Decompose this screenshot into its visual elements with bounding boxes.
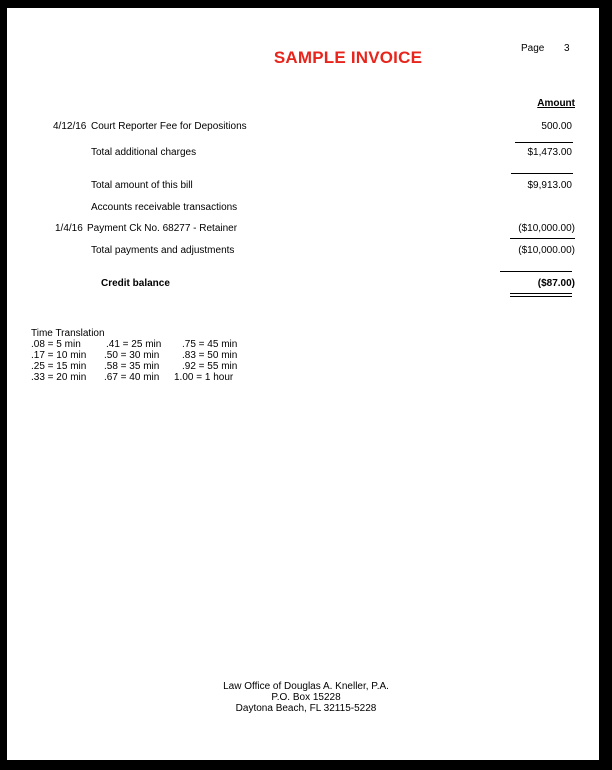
amount-column-header: Amount — [537, 98, 575, 109]
row-amount: ($10,000.00) — [518, 223, 575, 234]
accounts-receivable-label: Accounts receivable transactions — [91, 202, 238, 213]
row-description: Court Reporter Fee for Depositions — [91, 121, 247, 132]
time-translation-entry: .41 = 25 min — [106, 339, 162, 350]
total-additional-charges-amount: $1,473.00 — [527, 147, 572, 158]
time-translation-entry: 1.00 = 1 hour — [174, 372, 234, 383]
divider — [511, 173, 573, 174]
page-label: Page — [521, 43, 545, 54]
double-underline — [510, 293, 572, 294]
row-description: Payment Ck No. 68277 - Retainer — [87, 223, 238, 234]
time-translation-entry: .67 = 40 min — [104, 372, 160, 383]
time-translation-entry: .33 = 20 min — [31, 372, 87, 383]
time-translation-entry: .83 = 50 min — [182, 350, 238, 361]
divider — [510, 238, 575, 239]
invoice-title: SAMPLE INVOICE — [273, 48, 423, 67]
row-amount: 500.00 — [541, 121, 572, 132]
credit-balance-amount: ($87.00) — [537, 278, 575, 289]
footer-city: Daytona Beach, FL 32115-5228 — [235, 703, 377, 714]
footer-po-box: P.O. Box 15228 — [271, 692, 341, 703]
total-payments-label: Total payments and adjustments — [91, 245, 235, 256]
time-translation-entry: .25 = 15 min — [31, 361, 87, 372]
divider — [515, 142, 573, 143]
double-underline — [510, 296, 572, 297]
page-number: 3 — [564, 43, 570, 54]
time-translation-entry: .08 = 5 min — [31, 339, 81, 350]
divider — [500, 271, 572, 272]
time-translation-title: Time Translation — [31, 328, 105, 339]
row-date: 1/4/16 — [55, 223, 83, 234]
time-translation-entry: .17 = 10 min — [31, 350, 87, 361]
time-translation-entry: .50 = 30 min — [104, 350, 160, 361]
footer-firm-name: Law Office of Douglas A. Kneller, P.A. — [223, 681, 389, 692]
total-additional-charges-label: Total additional charges — [91, 147, 197, 158]
row-date: 4/12/16 — [53, 121, 87, 132]
total-bill-amount: $9,913.00 — [527, 180, 572, 191]
credit-balance-label: Credit balance — [101, 278, 170, 289]
total-bill-label: Total amount of this bill — [91, 180, 193, 191]
time-translation-entry: .92 = 55 min — [182, 361, 238, 372]
time-translation-entry: .58 = 35 min — [104, 361, 160, 372]
total-payments-amount: ($10,000.00) — [518, 245, 575, 256]
time-translation-entry: .75 = 45 min — [182, 339, 238, 350]
